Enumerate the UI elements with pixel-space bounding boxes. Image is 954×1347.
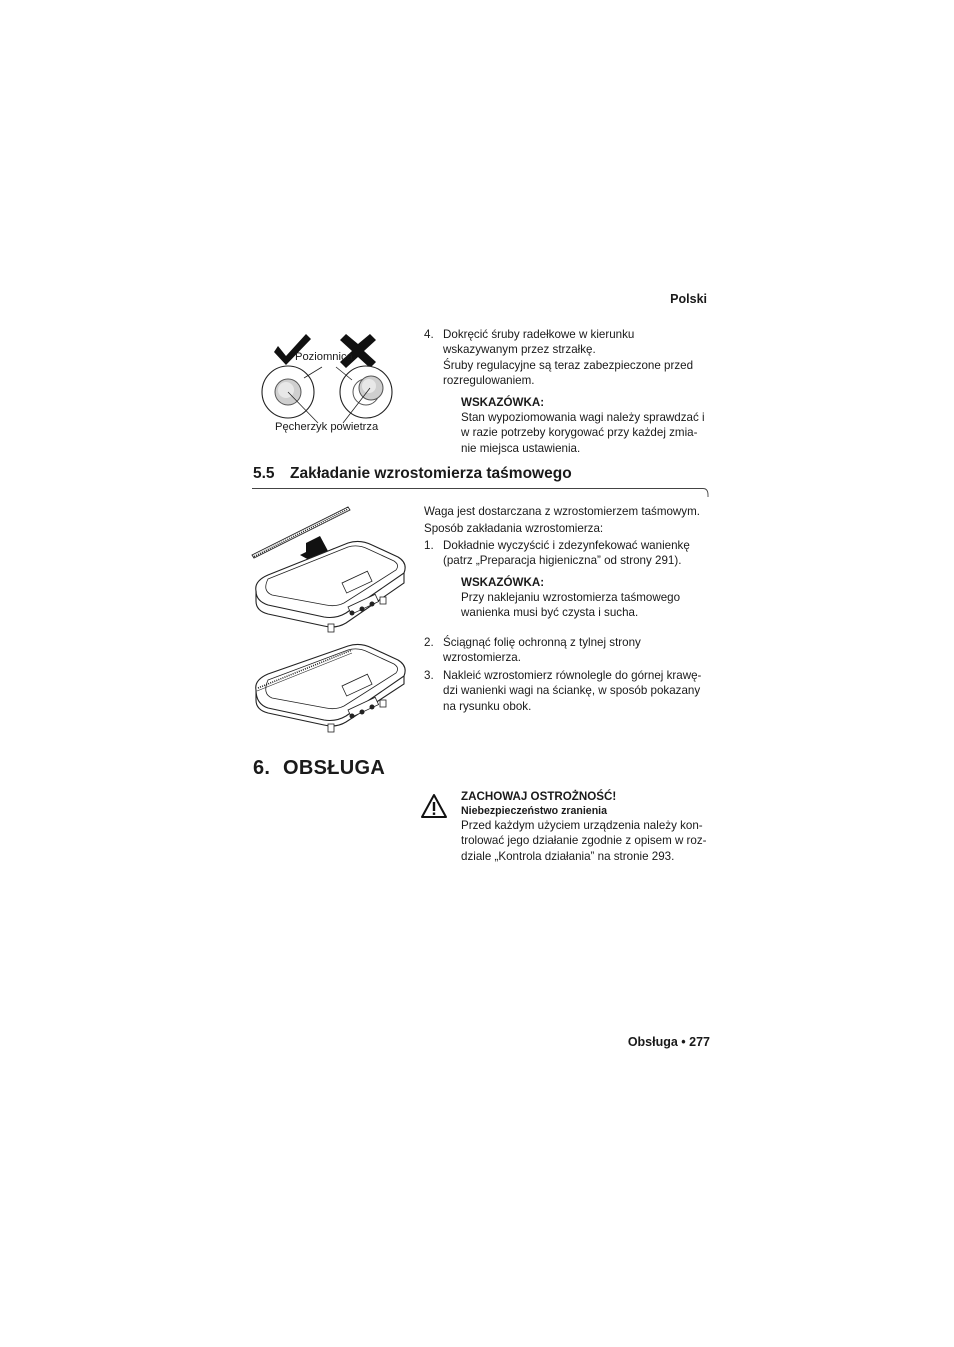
scale-illustration-2 xyxy=(248,640,410,740)
step-1-number: 1. xyxy=(424,539,434,552)
step-2: 2. Ściągnąć folię ochronną z tylnej strony wzrostomierza. xyxy=(424,636,641,665)
level-incorrect xyxy=(340,366,392,418)
section-heading: Zakładanie wzrostomierza taśmowego xyxy=(290,465,572,482)
scale-illustration-1 xyxy=(248,503,410,638)
step-4-text: Dokręcić śruby radełkowe w kierunku wskazywanym przez strzałkę. Śruby regulacyjne są teraz zabezpieczone przed rozregulowaniem. xyxy=(443,328,694,387)
section-intro: Waga jest dostarczana z wzrostomierzem taśmowym. Sposób zakładania wzrostomierza: xyxy=(424,505,700,536)
caution-box: ZACHOWAJ OSTROŻNOŚĆ! Niebezpieczeństwo zranienia Przed każdym użyciem urządzenia należy kon- trolować jego działanie zgodnie z opisem w roz- dziale „Kontrola działania” na stronie 293. xyxy=(461,789,721,864)
page-footer: Obsługa • 277 xyxy=(627,1035,710,1049)
caution-subtitle: Niebezpieczeństwo zranienia xyxy=(461,805,608,817)
language-label: Polski xyxy=(670,292,707,306)
note-level: WSKAZÓWKA: Stan wypoziomowania wagi należy sprawdzać i w razie potrzeby korygować przy każdej zmia- nie miejsca ustawienia. xyxy=(461,395,711,456)
section-number: 5.5 xyxy=(253,465,275,482)
step-1: 1. Dokładnie wyczyścić i zdezynfekować wanienkę (patrz „Preparacja higieniczna” od strony 291). xyxy=(424,539,690,568)
section-rule xyxy=(252,487,710,499)
warning-triangle-icon xyxy=(420,793,448,819)
step-4-number: 4. xyxy=(424,328,434,341)
note-title: WSKAZÓWKA: xyxy=(461,576,545,589)
chapter-title xyxy=(253,757,385,780)
step-3: 3. Nakleić wzrostomierz równolegle do górnej krawę- dzi wanienki wagi na ściankę, w sposób pokazany na rysunku obok. xyxy=(424,669,702,713)
chapter-heading: OBSŁUGA xyxy=(283,757,386,779)
note-clean: WSKAZÓWKA: Przy naklejaniu wzrostomierza taśmowego wanienka musi być czysta i sucha. xyxy=(461,575,711,621)
step-3-number: 3. xyxy=(424,669,434,682)
bubble-label: Pęcherzyk powietrza xyxy=(275,421,379,433)
section-title xyxy=(253,465,572,483)
step-2-number: 2. xyxy=(424,636,434,649)
note-title: WSKAZÓWKA: xyxy=(461,396,545,409)
chapter-number: 6. xyxy=(253,757,271,779)
step-4 xyxy=(424,327,714,388)
level-label: Poziomnica xyxy=(295,351,353,363)
caution-title: ZACHOWAJ OSTROŻNOŚĆ! xyxy=(461,790,617,803)
